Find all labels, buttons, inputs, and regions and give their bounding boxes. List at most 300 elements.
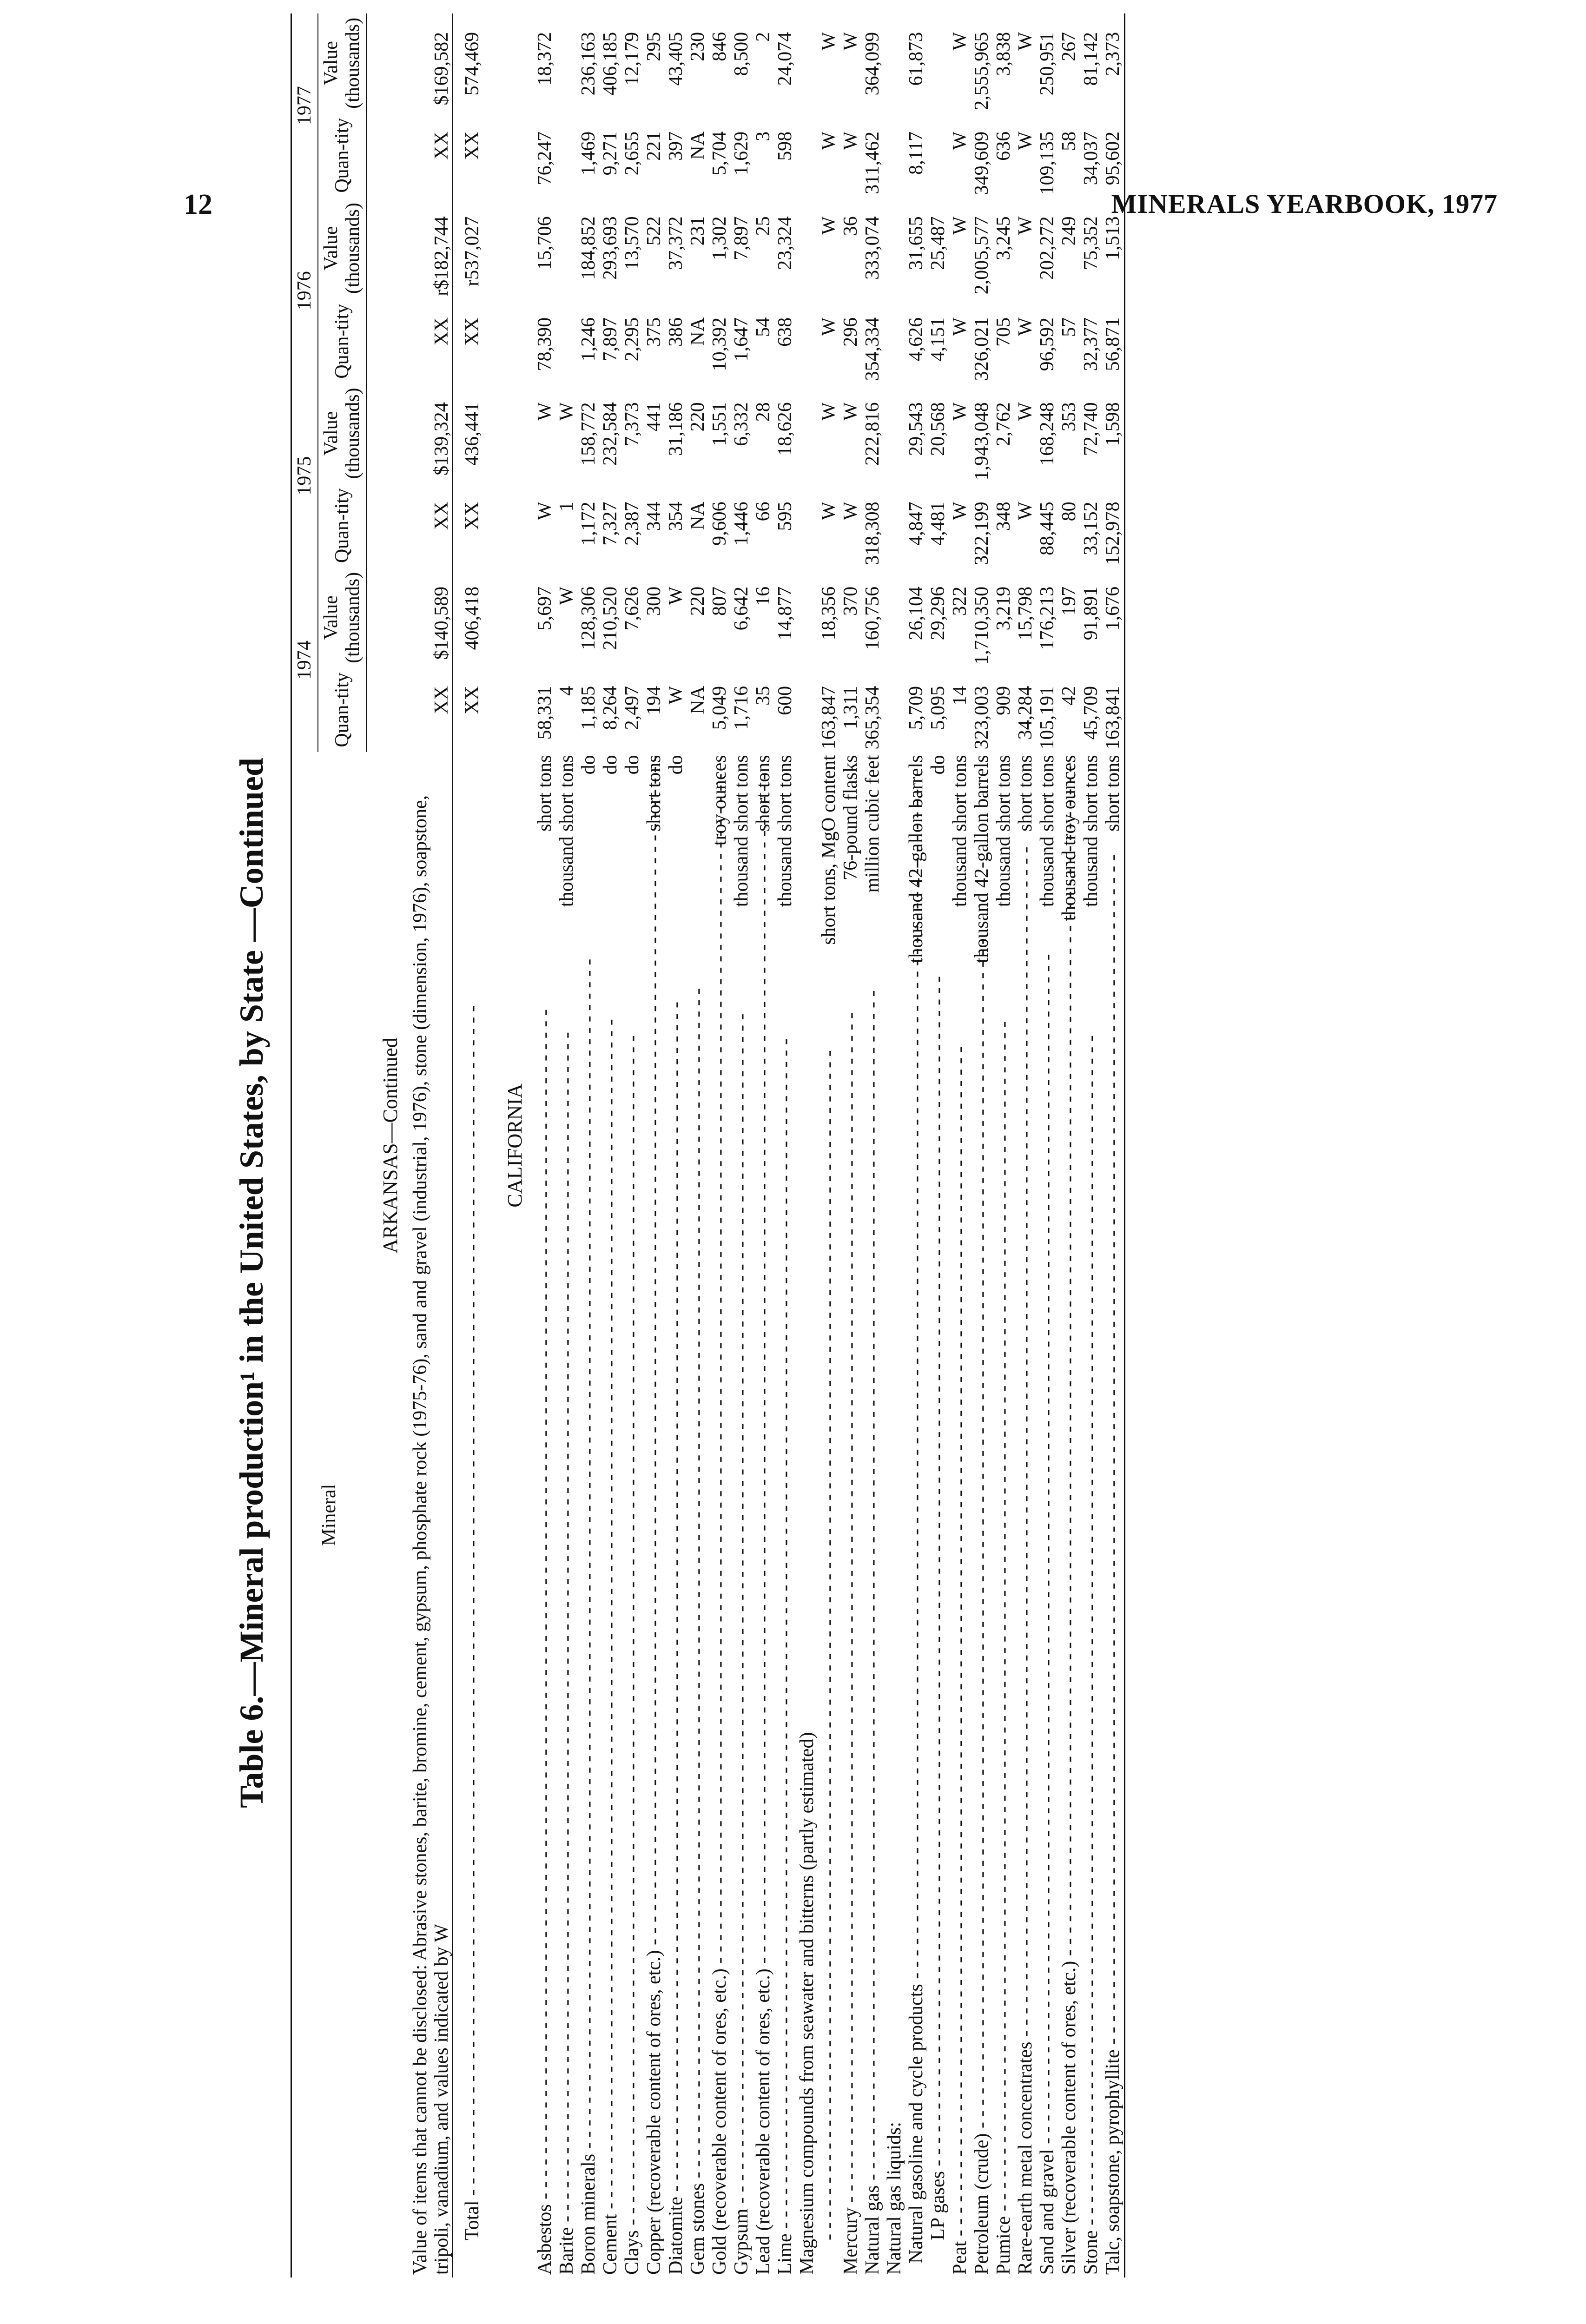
cell: 45,709 <box>1080 686 1102 740</box>
cell: W <box>665 686 687 705</box>
cell: 3,838 <box>993 32 1014 76</box>
cell: 7,373 <box>621 402 643 446</box>
section-heading-california: CALIFORNIA <box>503 1083 526 1208</box>
cell <box>884 113 905 198</box>
mineral-name: Cement <box>600 2214 621 2275</box>
cell: 354 <box>665 502 687 531</box>
table-row <box>796 13 818 2278</box>
cell: W <box>556 586 577 605</box>
cell: 231 <box>687 216 708 246</box>
table-row <box>840 13 862 2278</box>
cell: 222,816 <box>862 402 883 466</box>
unit-label: million cubic feet <box>862 755 884 895</box>
cell: 1,302 <box>709 216 730 260</box>
cell: 2,655 <box>621 131 643 176</box>
cell: 9,271 <box>600 131 621 176</box>
cell: 109,135 <box>1037 131 1058 195</box>
quantity-header: Quan-tity <box>318 667 367 753</box>
cell: 322 <box>949 586 971 616</box>
quantity-header: Quan-tity <box>318 299 367 384</box>
cell: 349,609 <box>971 131 992 195</box>
cell: 31,186 <box>665 402 687 456</box>
mineral-name: LP gases <box>927 2171 949 2240</box>
mineral-name: Boron minerals <box>578 2153 599 2275</box>
cell: 1 <box>556 502 577 512</box>
cell: 34,284 <box>1015 686 1036 740</box>
cell: W <box>840 402 861 421</box>
cell: 25,487 <box>927 216 949 270</box>
table-row <box>1080 13 1102 2278</box>
cell: W <box>1015 32 1036 51</box>
unit-label: do <box>927 755 949 777</box>
cell: $139,324 <box>431 402 452 475</box>
cell <box>796 198 818 299</box>
cell: W <box>840 502 861 521</box>
mineral-name: Gypsum <box>731 2208 752 2275</box>
cell: 1,710,350 <box>971 586 992 665</box>
unit-label: 76-pound flasks <box>840 755 862 883</box>
cell: 1,185 <box>578 686 599 730</box>
cell: NA <box>687 131 708 160</box>
table-row <box>993 13 1015 2278</box>
cell: 28 <box>753 402 774 422</box>
cell: 57 <box>1058 317 1080 337</box>
cell: 595 <box>774 502 796 531</box>
cell: 16 <box>753 586 774 606</box>
cell: 1,629 <box>731 131 752 176</box>
table-row <box>774 13 796 2278</box>
table-row <box>862 13 884 2278</box>
cell: 14,877 <box>774 586 796 640</box>
cell: W <box>949 502 971 521</box>
california-rows <box>534 13 1124 2278</box>
cell: 176,213 <box>1037 586 1058 650</box>
cell: 3,245 <box>993 216 1014 260</box>
cell <box>556 113 578 198</box>
cell: 58 <box>1058 131 1080 151</box>
cell: 34,037 <box>1080 131 1102 185</box>
cell: 18,356 <box>818 586 839 640</box>
quantity-header: Quan-tity <box>318 483 367 568</box>
cell: 4,626 <box>905 317 927 362</box>
unit-label: thousand short tons <box>949 755 971 910</box>
table-row <box>621 13 643 2278</box>
cell: 18,626 <box>774 402 796 456</box>
cell: W <box>949 32 971 51</box>
cell: 1,311 <box>840 686 861 729</box>
cell: r$182,744 <box>431 216 452 296</box>
cell: 300 <box>643 586 665 616</box>
cell: 184,852 <box>578 216 599 280</box>
cell: 406,185 <box>600 32 621 96</box>
cell: 522 <box>643 216 665 246</box>
cell: 250,951 <box>1037 32 1058 96</box>
cell <box>884 299 905 384</box>
mineral-name: Clays <box>621 2230 643 2275</box>
cell: 5,697 <box>534 586 555 631</box>
total-row <box>453 13 492 2278</box>
cell: 344 <box>643 502 665 531</box>
cell: 375 <box>643 317 665 347</box>
cell: 1,513 <box>1102 216 1123 260</box>
cell: 6,642 <box>731 586 752 631</box>
cell: 318,308 <box>862 502 883 565</box>
mineral-name: Copper (recoverable content of ores, etc.) <box>643 1950 665 2275</box>
unit-label: do <box>578 755 600 777</box>
cell <box>796 113 818 198</box>
cell: W <box>949 317 971 336</box>
cell: 7,626 <box>621 586 643 631</box>
cell: W <box>534 402 555 421</box>
cell: 348 <box>993 502 1014 531</box>
cell: 326,021 <box>971 317 992 381</box>
cell <box>796 299 818 384</box>
mineral-name: Magnesium compounds from seawater and bitterns (partly estimated) <box>796 1732 818 2275</box>
cell <box>884 198 905 299</box>
cell: 96,592 <box>1037 317 1058 371</box>
cell: 1,647 <box>731 317 752 362</box>
cell <box>884 568 905 667</box>
cell: 37,372 <box>665 216 687 270</box>
cell <box>796 13 818 113</box>
cell: W <box>818 317 839 336</box>
cell: 2,762 <box>993 402 1014 446</box>
cell: 333,074 <box>862 216 883 280</box>
cell: 221 <box>643 131 665 161</box>
cell <box>796 667 818 753</box>
cell: 9,606 <box>709 502 730 546</box>
cell: 230 <box>687 32 708 61</box>
cell: 600 <box>774 686 796 715</box>
cell: 25 <box>753 216 774 236</box>
cell: 249 <box>1058 216 1080 246</box>
mineral-header: Mineral <box>291 752 367 2278</box>
cell <box>927 113 949 198</box>
unit-label: thousand short tons <box>1037 755 1058 910</box>
value-header: Value (thousands) <box>318 568 367 667</box>
table-row <box>971 13 993 2278</box>
unit-label: short tons <box>753 755 774 834</box>
value-header: Value (thousands) <box>318 383 367 483</box>
unit-label: do <box>621 755 643 777</box>
mineral-name: Lead (recoverable content of ores, etc.) <box>753 1968 774 2275</box>
year-header-1974: 1974 <box>291 568 318 753</box>
unit-label: thousand short tons <box>993 755 1015 910</box>
cell: W <box>556 402 577 421</box>
unit-label: short tons <box>643 755 665 834</box>
cell: 31,655 <box>905 216 927 270</box>
cell: 10,392 <box>709 317 730 371</box>
cell: 4 <box>556 686 577 696</box>
cell: 6,332 <box>731 402 752 446</box>
cell: 29,296 <box>927 586 949 640</box>
cell: 43,405 <box>665 32 687 86</box>
cell: 78,390 <box>534 317 555 371</box>
running-head: MINERALS YEARBOOK, 1977 <box>1111 189 1498 219</box>
cell: 163,841 <box>1102 686 1123 750</box>
undisclosed-values-row <box>410 13 453 2278</box>
cell: 323,003 <box>971 686 992 750</box>
table-row <box>1102 13 1124 2278</box>
cell <box>556 198 578 299</box>
cell <box>927 13 949 113</box>
mineral-name: Diatomite <box>665 2197 687 2275</box>
cell: 194 <box>643 686 665 715</box>
cell: 2,387 <box>621 502 643 546</box>
cell: W <box>818 131 839 150</box>
table-body <box>367 13 535 2278</box>
cell: 364,099 <box>862 32 883 96</box>
cell: 168,248 <box>1037 402 1058 466</box>
cell: 705 <box>993 317 1014 347</box>
cell: W <box>818 502 839 521</box>
unit-label: short tons <box>1102 755 1124 834</box>
cell: 1,676 <box>1102 586 1123 631</box>
mineral-name: Asbestos <box>534 2204 555 2275</box>
unit-label: thousand short tons <box>1080 755 1102 910</box>
cell: 574,469 <box>462 32 483 96</box>
unit-label: short tons, MgO content <box>818 755 840 947</box>
cell: 296 <box>840 317 861 347</box>
cell: 397 <box>665 131 687 161</box>
mineral-name: Silver (recoverable content of ores, etc.) <box>1058 1961 1080 2275</box>
cell <box>884 667 905 753</box>
cell: 152,978 <box>1102 502 1123 565</box>
mineral-name: Sand and gravel <box>1037 2149 1058 2275</box>
cell: W <box>534 502 555 521</box>
cell: 1,172 <box>578 502 599 546</box>
cell: 56,871 <box>1102 317 1123 371</box>
cell: 4,481 <box>927 502 949 546</box>
mineral-name: Pumice <box>993 2216 1014 2275</box>
cell: 29,543 <box>905 402 927 456</box>
table-row <box>1037 13 1058 2278</box>
cell: 15,706 <box>534 216 555 270</box>
cell: 88,445 <box>1037 502 1058 555</box>
cell: XX <box>431 686 452 714</box>
table-row <box>687 13 709 2278</box>
cell: 220 <box>687 402 708 432</box>
cell: 26,104 <box>905 586 927 640</box>
cell: 58,331 <box>534 686 555 740</box>
cell: 232,584 <box>600 402 621 466</box>
cell: W <box>949 216 971 235</box>
cell: 33,152 <box>1080 502 1102 555</box>
cell: 293,693 <box>600 216 621 280</box>
cell: W <box>949 402 971 421</box>
cell: NA <box>687 502 708 530</box>
year-header-1975: 1975 <box>291 383 318 568</box>
cell: 80 <box>1058 502 1080 522</box>
cell: NA <box>687 686 708 714</box>
cell: 2,555,965 <box>971 32 992 110</box>
cell: 5,095 <box>927 686 949 730</box>
cell: W <box>818 32 839 51</box>
table-row <box>753 13 774 2278</box>
cell: 1,246 <box>578 317 599 362</box>
cell: 220 <box>687 586 708 616</box>
cell: 13,570 <box>621 216 643 270</box>
cell: 1,551 <box>709 402 730 446</box>
mineral-name: Stone <box>1080 2230 1102 2275</box>
cell <box>884 483 905 568</box>
mineral-name: Natural gas <box>862 2185 883 2275</box>
cell: XX <box>462 131 483 160</box>
unit-label: thousand short tons <box>731 755 753 910</box>
cell: XX <box>431 131 452 160</box>
table-row <box>818 13 840 2278</box>
cell: 909 <box>993 686 1014 715</box>
unit-label: do <box>600 755 621 777</box>
cell: 20,568 <box>927 402 949 456</box>
cell: 365,354 <box>862 686 883 750</box>
cell: 91,891 <box>1080 586 1102 640</box>
cell: 54 <box>753 317 774 337</box>
cell: 32,377 <box>1080 317 1102 371</box>
cell: 160,756 <box>862 586 883 650</box>
cell: 2,497 <box>621 686 643 730</box>
mineral-name: Petroleum (crude) <box>971 2133 992 2275</box>
cell: 1,716 <box>731 686 752 730</box>
section-heading-arkansas: ARKANSAS—Continued <box>379 1037 402 1254</box>
mineral-name: Lime <box>774 2233 796 2275</box>
cell: 81,142 <box>1080 32 1102 86</box>
cell: 42 <box>1058 686 1080 706</box>
table-row <box>884 13 905 2278</box>
table-row <box>643 13 665 2278</box>
cell: W <box>1015 216 1036 235</box>
cell: 311,462 <box>862 131 883 194</box>
cell <box>796 483 818 568</box>
cell: 23,324 <box>774 216 796 270</box>
cell: W <box>1015 402 1036 421</box>
table-row <box>534 13 556 2278</box>
cell: W <box>1015 502 1036 521</box>
cell: XX <box>462 502 483 530</box>
table-row <box>927 13 949 2278</box>
cell: 5,709 <box>905 686 927 730</box>
page-number: 12 <box>184 189 212 220</box>
cell: 1,598 <box>1102 402 1123 446</box>
cell <box>884 13 905 113</box>
table-title: Table 6.—Mineral production¹ in the United States, by State —Continued <box>233 758 270 1808</box>
cell: 3 <box>753 131 774 141</box>
year-header-1976: 1976 <box>291 198 318 383</box>
table-row <box>1015 13 1037 2278</box>
mineral-name: Gold (recoverable content of ores, etc.) <box>709 1968 730 2275</box>
cell: 105,191 <box>1037 686 1058 750</box>
unit-label: do <box>665 755 687 777</box>
mineral-name: Mercury <box>840 2207 861 2275</box>
unit-label: thousand 42-gallon barrels <box>971 755 993 966</box>
cell: r537,027 <box>462 216 483 286</box>
quantity-header: Quan-tity <box>318 113 367 198</box>
cell: 295 <box>643 32 665 61</box>
unit-label: thousand troy ounces <box>1058 755 1080 924</box>
cell: W <box>949 131 971 150</box>
table-row <box>665 13 687 2278</box>
cell: XX <box>431 317 452 346</box>
cell: 12,179 <box>621 32 643 86</box>
cell: 370 <box>840 586 861 616</box>
cell: 163,847 <box>818 686 839 750</box>
cell: 638 <box>774 317 796 347</box>
cell <box>796 383 818 483</box>
cell: 36 <box>840 216 861 236</box>
mineral-name: Natural gasoline and cycle products <box>905 1984 927 2264</box>
cell <box>556 299 578 384</box>
cell: W <box>818 216 839 235</box>
table-row <box>949 13 971 2278</box>
cell: 8,500 <box>731 32 752 76</box>
cell: W <box>1015 131 1036 150</box>
cell: 2,373 <box>1102 32 1123 76</box>
unit-label: short tons <box>1015 755 1037 834</box>
cell: 5,049 <box>709 686 730 730</box>
unit-label: troy ounces <box>709 755 731 848</box>
cell: 75,352 <box>1080 216 1102 270</box>
year-header-1977: 1977 <box>291 13 318 198</box>
table-row <box>556 13 578 2278</box>
cell: 4,847 <box>905 502 927 546</box>
value-header: Value (thousands) <box>318 198 367 299</box>
cell: W <box>818 402 839 421</box>
table-row <box>905 13 927 2278</box>
cell: 2,005,577 <box>971 216 992 295</box>
cell: 2 <box>753 32 774 42</box>
cell: W <box>665 586 687 605</box>
cell: 5,704 <box>709 131 730 176</box>
cell: 236,163 <box>578 32 599 96</box>
cell: 846 <box>709 32 730 61</box>
table-row <box>600 13 621 2278</box>
cell: 8,264 <box>600 686 621 730</box>
cell <box>796 568 818 667</box>
cell: 158,772 <box>578 402 599 466</box>
cell: 322,199 <box>971 502 992 565</box>
cell: 436,441 <box>462 402 483 466</box>
cell: 354,334 <box>862 317 883 381</box>
cell: 1,469 <box>578 131 599 176</box>
cell: 636 <box>993 131 1014 161</box>
cell: 7,897 <box>600 317 621 362</box>
cell: 7,897 <box>731 216 752 260</box>
undisclosed-note: Value of items that cannot be disclosed: Abrasive stones, barite, bromine, cement, gypsum, phosphate rock (1975-76), sand and gravel (industrial, 1976), stone (dimension, 1976), soapstone, tripoli, vanadium, and values indicated by W <box>410 795 452 2275</box>
unit-label: thousand 42-gallon barrels <box>905 755 927 966</box>
cell: W <box>840 32 861 51</box>
cell <box>556 13 578 113</box>
cell: 15,798 <box>1015 586 1036 640</box>
mineral-name: Gem stones <box>687 2183 708 2275</box>
unit-label: thousand short tons <box>774 755 796 910</box>
mineral-name: Natural gas liquids: <box>884 2122 905 2275</box>
mineral-name: Talc, soapstone, pyrophyllite <box>1102 2049 1123 2275</box>
cell: W <box>1015 317 1036 336</box>
mineral-production-table <box>291 13 1125 2278</box>
cell: 95,602 <box>1102 131 1123 185</box>
cell: 598 <box>774 131 796 161</box>
cell: 72,740 <box>1080 402 1102 456</box>
cell: 202,272 <box>1037 216 1058 280</box>
mineral-name: Rare-earth metal concentrates <box>1015 2041 1036 2275</box>
cell: 24,074 <box>774 32 796 86</box>
cell: XX <box>462 686 483 714</box>
cell <box>884 383 905 483</box>
cell: 210,520 <box>600 586 621 650</box>
table-row <box>709 13 731 2278</box>
table-row <box>731 13 753 2278</box>
cell: 353 <box>1058 402 1080 432</box>
